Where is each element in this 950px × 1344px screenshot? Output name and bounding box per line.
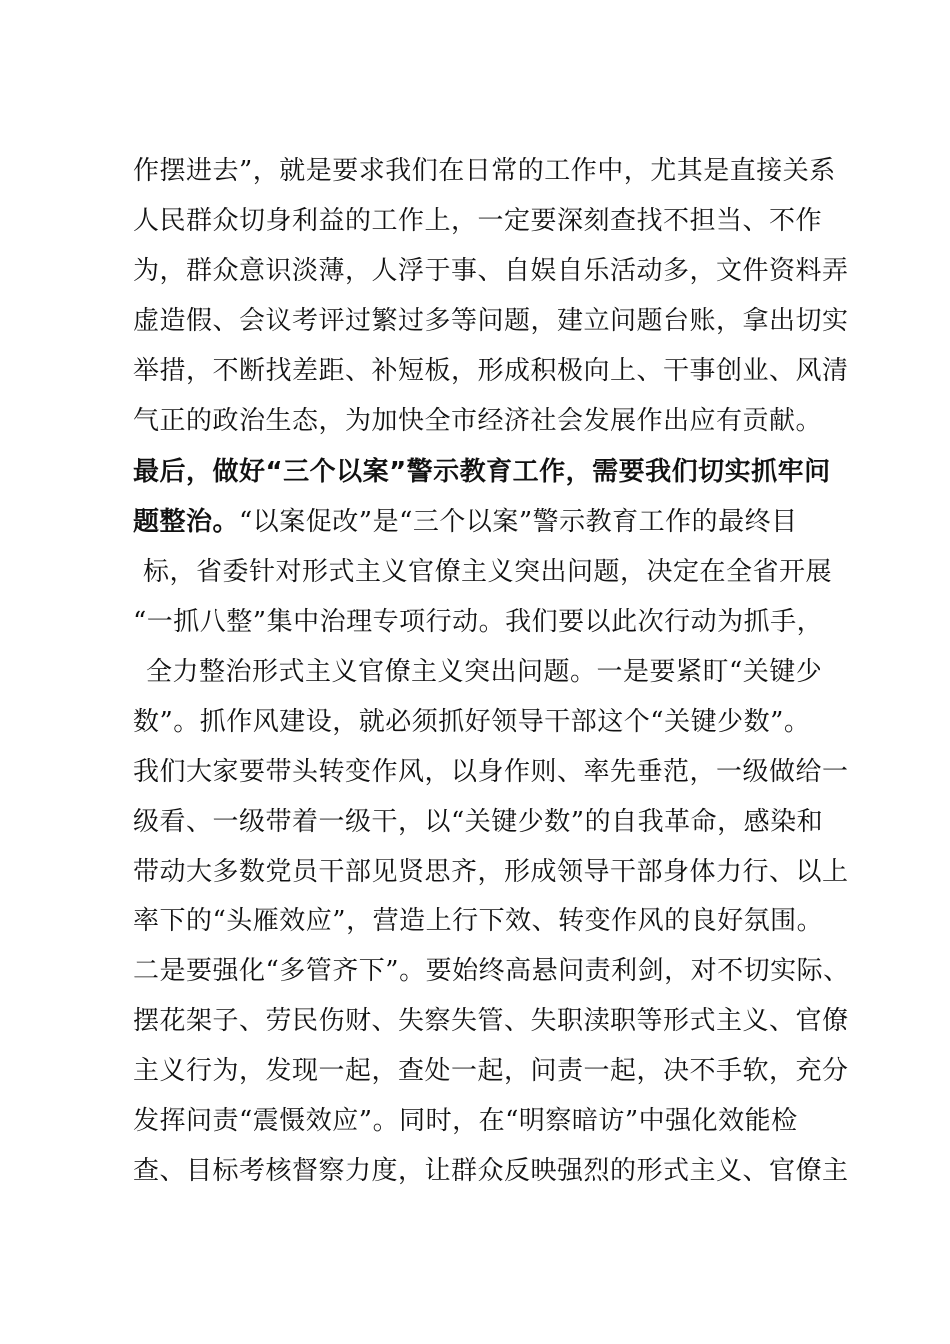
text-segment: 虚造假、会议考评过繁过多等问题，建立问题台账，拿出切实 [133,306,849,336]
text-line [133,698,810,747]
text-segment: 查、目标考核督察力度，让群众反映强烈的形式主义、官僚主 [133,1156,849,1186]
text-line [133,947,850,996]
bold-lead-text: 最后，做好“三个以案”警示教育工作，需要我们切实抓牢问 [133,457,831,487]
text-segment: “以案促改”是“三个以案”警示教育工作的最终目 [239,507,798,537]
text-line [133,748,849,797]
text-segment: 带动大多数党员干部见贤思齐，形成领导干部身体力行、以上 [133,857,849,887]
text-line [133,197,822,246]
text-segment: 全力整治形式主义官僚主义突出问题。一是要紧盯“关键少 [146,657,823,687]
text-line [143,548,832,597]
text-line [133,498,798,547]
text-segment: 作摆进去”，就是要求我们在日常的工作中，尤其是直接关系 [133,156,836,186]
text-line [133,347,849,396]
text-segment: 举措，不断找差距、补短板，形成积极向上、干事创业、风清 [133,356,849,386]
text-line [133,1047,849,1096]
text-line [133,397,822,446]
text-line [133,848,849,897]
text-line [133,997,849,1046]
text-segment: “一抓八整”集中治理专项行动。我们要以此次行动为抓手， [133,607,824,637]
text-line [133,1147,849,1196]
text-segment: 人民群众切身利益的工作上，一定要深刻查找不担当、不作 [133,206,823,236]
text-line [133,1097,798,1146]
text-line [133,147,836,196]
text-segment: 主义行为，发现一起，查处一起，问责一起，决不手软，充分 [133,1056,849,1086]
text-line [133,897,823,946]
bold-lead-text: 题整治。 [133,507,240,537]
text-segment: 为，群众意识淡薄，人浮于事、自娱自乐活动多，文件资料弄 [133,256,849,286]
text-line [133,247,849,296]
section-heading-line [133,448,831,497]
text-segment: 摆花架子、劳民伤财、失察失管、失职渎职等形式主义、官僚 [133,1006,849,1036]
text-segment: 我们大家要带头转变作风，以身作则、率先垂范，一级做给一 [133,757,849,787]
text-segment: 发挥问责“震慑效应”。同时，在“明察暗访”中强化效能检 [133,1106,798,1136]
text-line [133,297,849,346]
text-segment: 数”。抓作风建设，就必须抓好领导干部这个“关键少数”。 [133,707,811,737]
text-segment: 二是要强化“多管齐下”。要始终高悬问责利剑，对不切实际、 [133,956,850,986]
text-segment: 气正的政治生态，为加快全市经济社会发展作出应有贡献。 [133,406,823,436]
text-segment: 标，省委针对形式主义官僚主义突出问题，决定在全省开展 [143,557,833,587]
text-line [146,648,822,697]
text-segment: 级看、一级带着一级干，以“关键少数”的自我革命，感染和 [133,807,824,837]
text-line [133,798,823,847]
text-segment: 率下的“头雁效应”，营造上行下效、转变作风的良好氛围。 [133,906,824,936]
text-line [133,598,823,647]
